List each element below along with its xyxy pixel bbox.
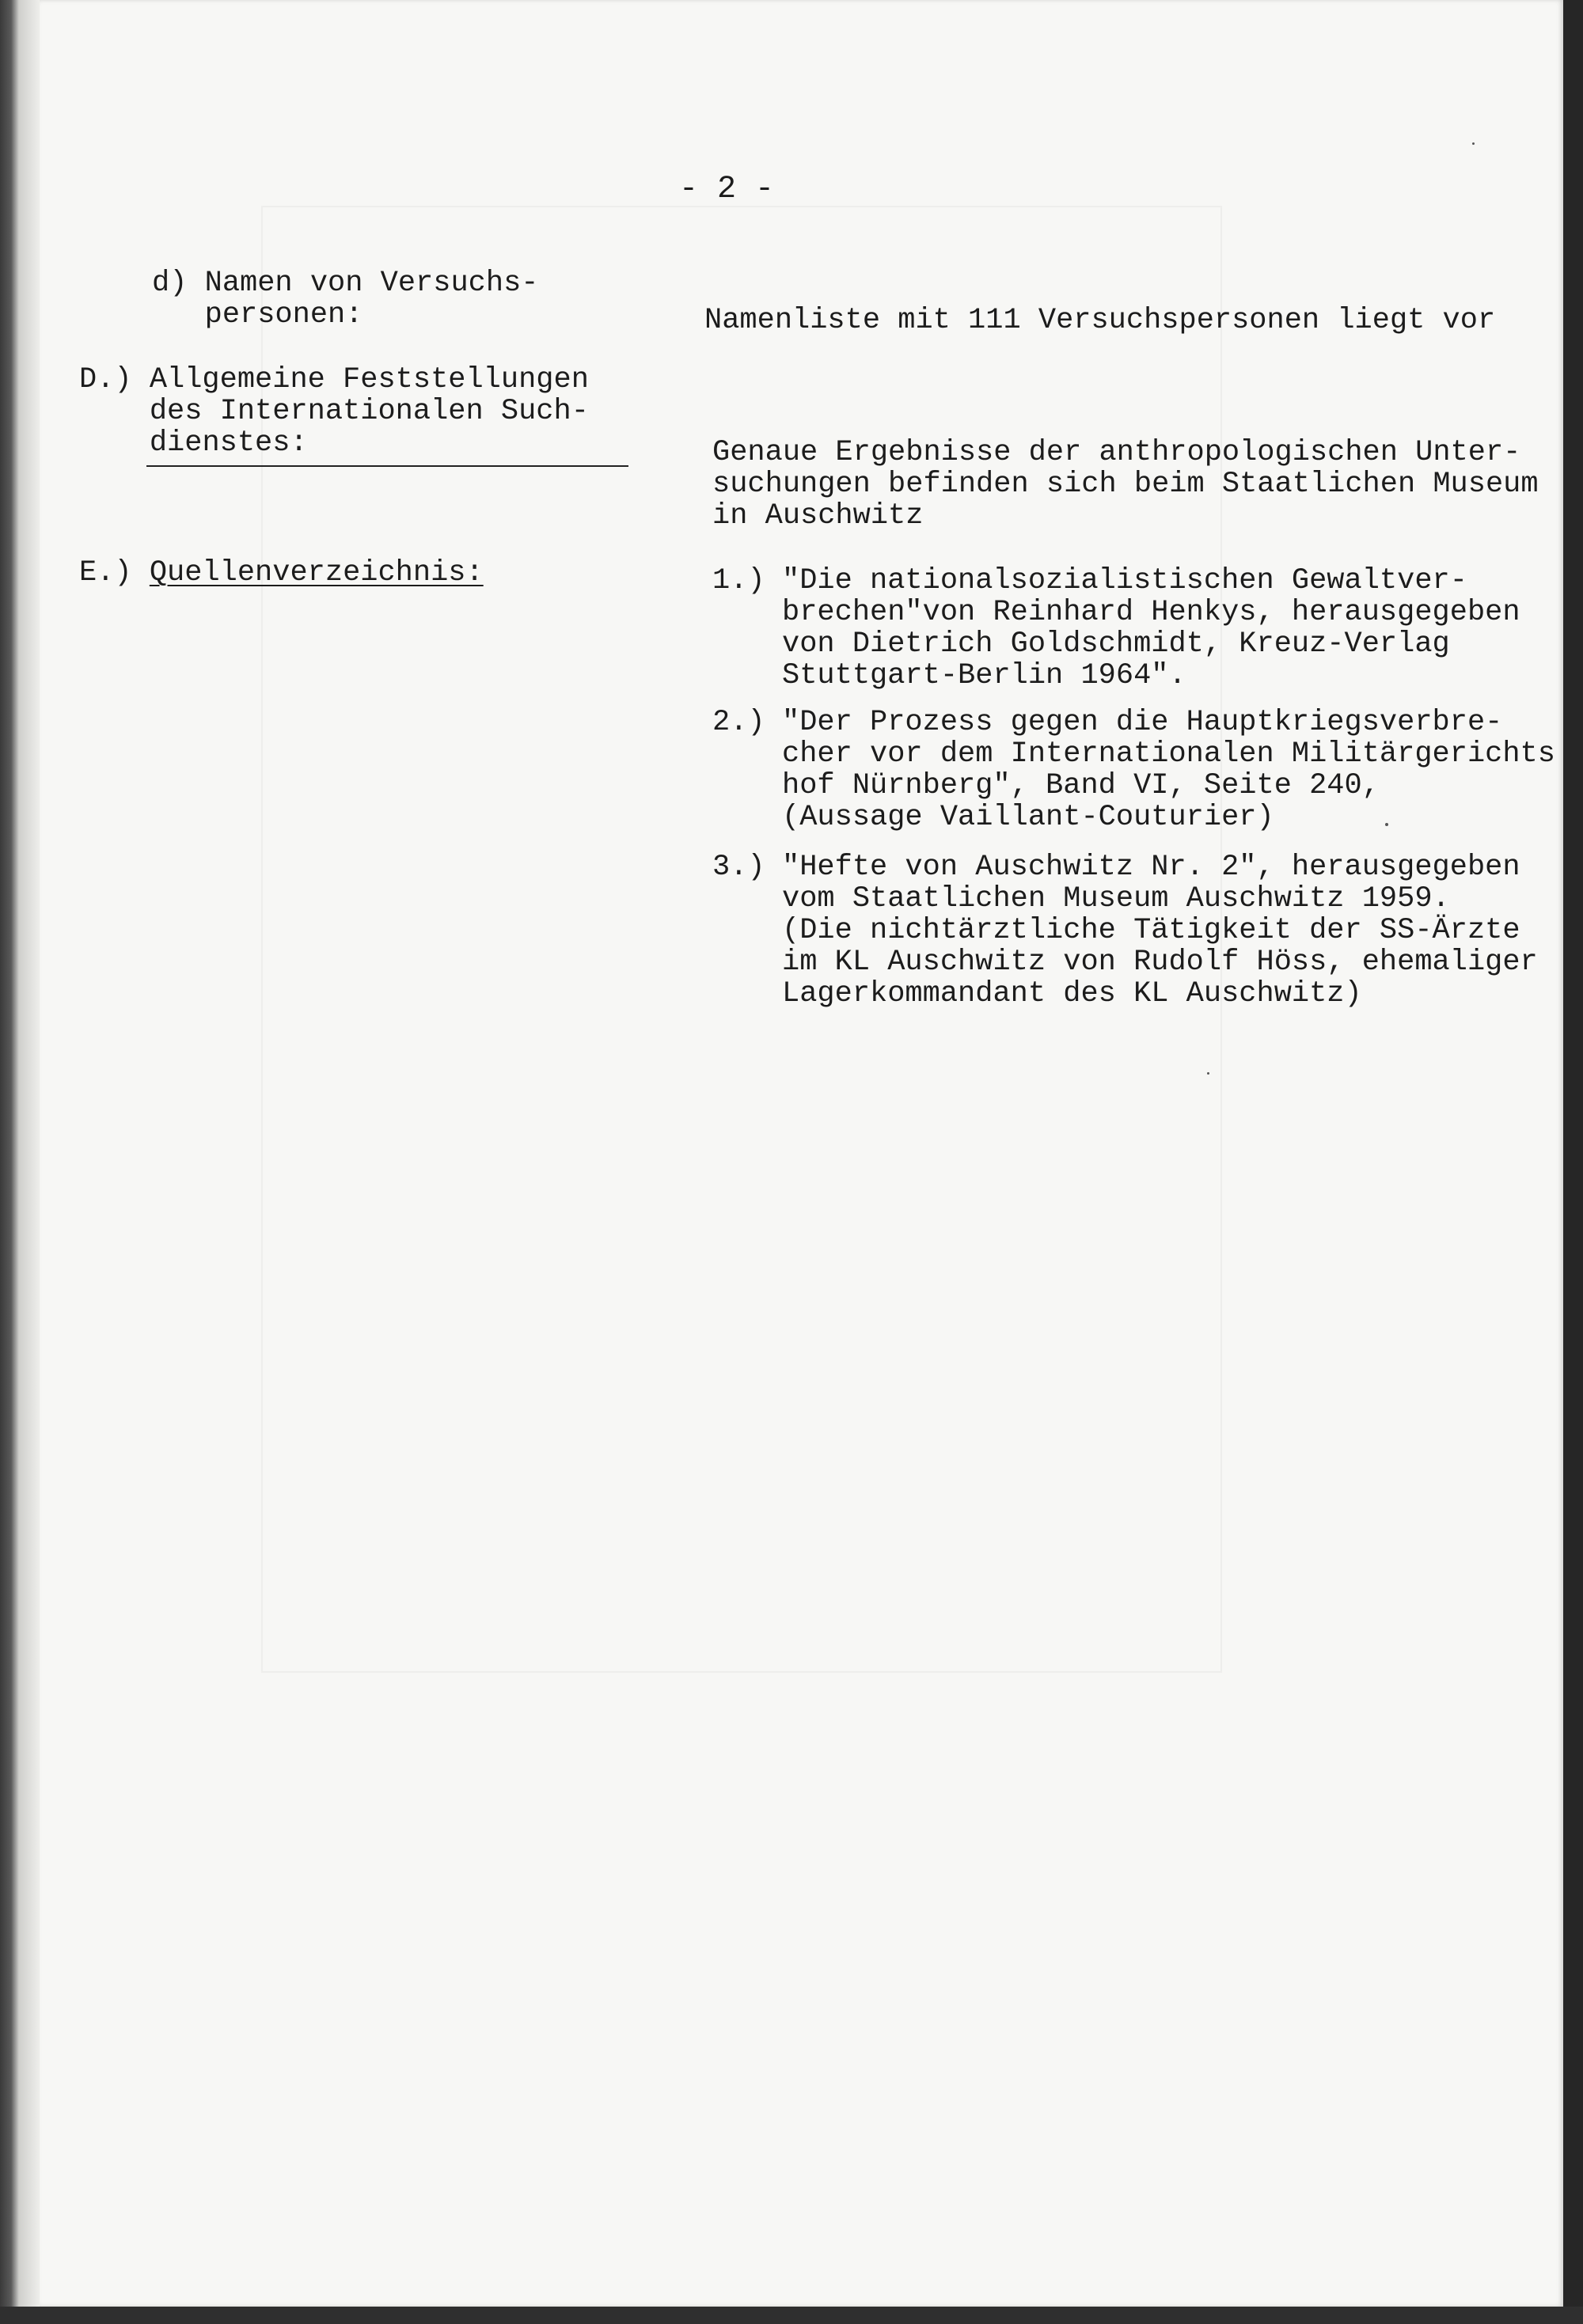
scan-bottom-strip — [0, 2307, 1583, 2324]
page-number: - 2 - — [679, 172, 775, 207]
section-d-heading-text: D.) Allgemeine Feststellungen des Internationalen Such- — [79, 363, 589, 428]
section-d-underline — [146, 465, 628, 467]
section-e-label: Quellenverzeichnis: — [149, 556, 484, 590]
document-page — [40, 0, 1563, 2307]
item-d-text: Namenliste mit 111 Versuchspersonen liegt vor — [704, 304, 1496, 337]
section-d-heading — [79, 364, 589, 459]
section-e-prefix: E.) — [79, 556, 150, 590]
ink-speck — [1385, 823, 1388, 826]
item-d-label: d) Namen von Versuchs- personen: — [152, 267, 539, 332]
section-d-heading-underlined: dienstes: — [149, 427, 308, 460]
source-3-text: "Hefte von Auschwitz Nr. 2", herausgegeben vom Staatlichen Museum Auschwitz 1959. (Die nichtärztliche Tätigkeit der SS-Ärzte im KL Auschwitz von Rudolf Höss, ehemaliger Lagerkommandant des KL Auschwitz) — [782, 851, 1538, 1010]
source-2-number: 2.) — [712, 706, 765, 739]
scan-left-edge — [0, 0, 40, 2324]
source-1-text: "Die nationalsozialistischen Gewaltver- brechen"von Reinhard Henkys, herausgegeben von Dietrich Goldschmidt, Kreuz-Verlag Stuttgart-Berlin 1964". — [782, 564, 1520, 692]
ink-speck — [1472, 142, 1475, 145]
section-d-text: Genaue Ergebnisse der anthropologischen Unter- suchungen befinden sich beim Staatlichen Museum in Auschwitz — [712, 436, 1539, 533]
source-3-number: 3.) — [712, 851, 765, 884]
source-1-number: 1.) — [712, 564, 765, 597]
section-e-heading — [79, 557, 484, 589]
ink-speck — [1207, 1072, 1209, 1075]
source-2-text: "Der Prozess gegen die Hauptkriegsverbre- cher vor dem Internationalen Militärgerichts hof Nürnberg", Band VI, Seite 240, (Aussage Vaillant-Couturier) — [782, 706, 1555, 834]
